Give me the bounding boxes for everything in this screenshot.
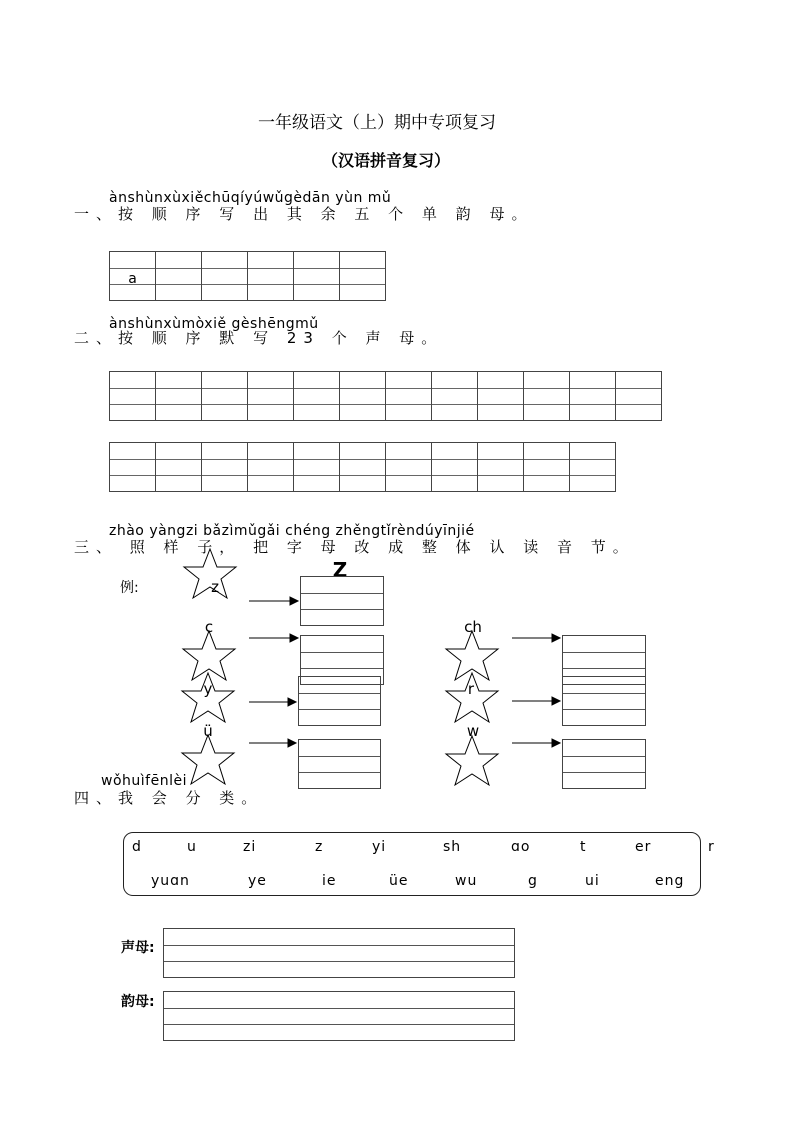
q4-pinyin: wǒhuìfēnlèi [101,773,187,789]
syllable-item: ye [248,873,267,889]
syllable-item: yuɑn [151,873,190,889]
arrow-icon [249,597,560,747]
page-subtitle: （汉语拼音复习） [322,151,451,170]
star-icon [183,631,235,680]
syllable-item: ɑo [511,839,531,855]
syllable-item: t [580,839,587,855]
syllable-item: d [132,839,142,855]
q2-pinyin: ànshùnxùmòxiě gèshēngmǔ [109,316,319,332]
example-answer: Z [332,558,348,582]
syllable-item: üe [389,873,409,889]
item-letter-c: c [204,618,214,636]
syllable-item: z [315,839,324,855]
syllable-item: zi [243,839,257,855]
syllable-item: ui [585,873,600,889]
q3-pinyin: zhào yàngzi bǎzìmǔgǎi chéng zhěngtǐrèndúyīnjié [109,523,475,539]
q1-text: 一、按 顺 序 写 出 其 余 五 个 单 韵 母。 [74,205,534,223]
answer-box [300,576,384,626]
label-yunmu: 韵母: [121,994,155,1010]
answer-box[interactable] [562,739,646,789]
item-letter-ch: ch [464,618,482,636]
label-shengmu: 声母: [121,940,155,956]
item-letter-u: ü [203,722,213,740]
q4-text: 四、我 会 分 类。 [74,789,264,807]
example-label: 例: [120,580,139,596]
syllable-item: yi [372,839,387,855]
star-icon [446,736,498,785]
shengmu-answer-lines[interactable] [163,928,515,978]
answer-box[interactable] [562,676,646,726]
answer-box[interactable] [298,739,381,789]
syllable-item: eng [655,873,685,889]
yunmu-answer-lines[interactable] [163,991,515,1041]
syllable-item: er [635,839,652,855]
sample-letter: a [128,271,137,287]
q1-pinyin: ànshùnxùxiěchūqíyúwǔgèdān yùn mǔ [109,190,392,206]
star-icon [182,735,234,784]
syllable-item: u [187,839,197,855]
q2-text: 二、按 顺 序 默 写 23 个 声 母。 [74,329,444,347]
syllable-item: g [528,873,538,889]
item-letter-w: w [466,722,480,740]
page-title: 一年级语文（上）期中专项复习 [258,113,496,133]
item-letter-r: r [467,680,475,698]
item-letter-y: y [203,680,213,698]
syllable-item: r [708,839,715,855]
example-letter: z [211,578,219,596]
q3-text: 三、 照 样 子， 把 字 母 改 成 整 体 认 读 音 节。 [74,538,635,556]
syllable-item: wu [455,873,478,889]
syllable-item: ie [322,873,337,889]
syllable-item: sh [443,839,462,855]
syllable-box [123,832,701,896]
answer-box[interactable] [298,676,381,726]
